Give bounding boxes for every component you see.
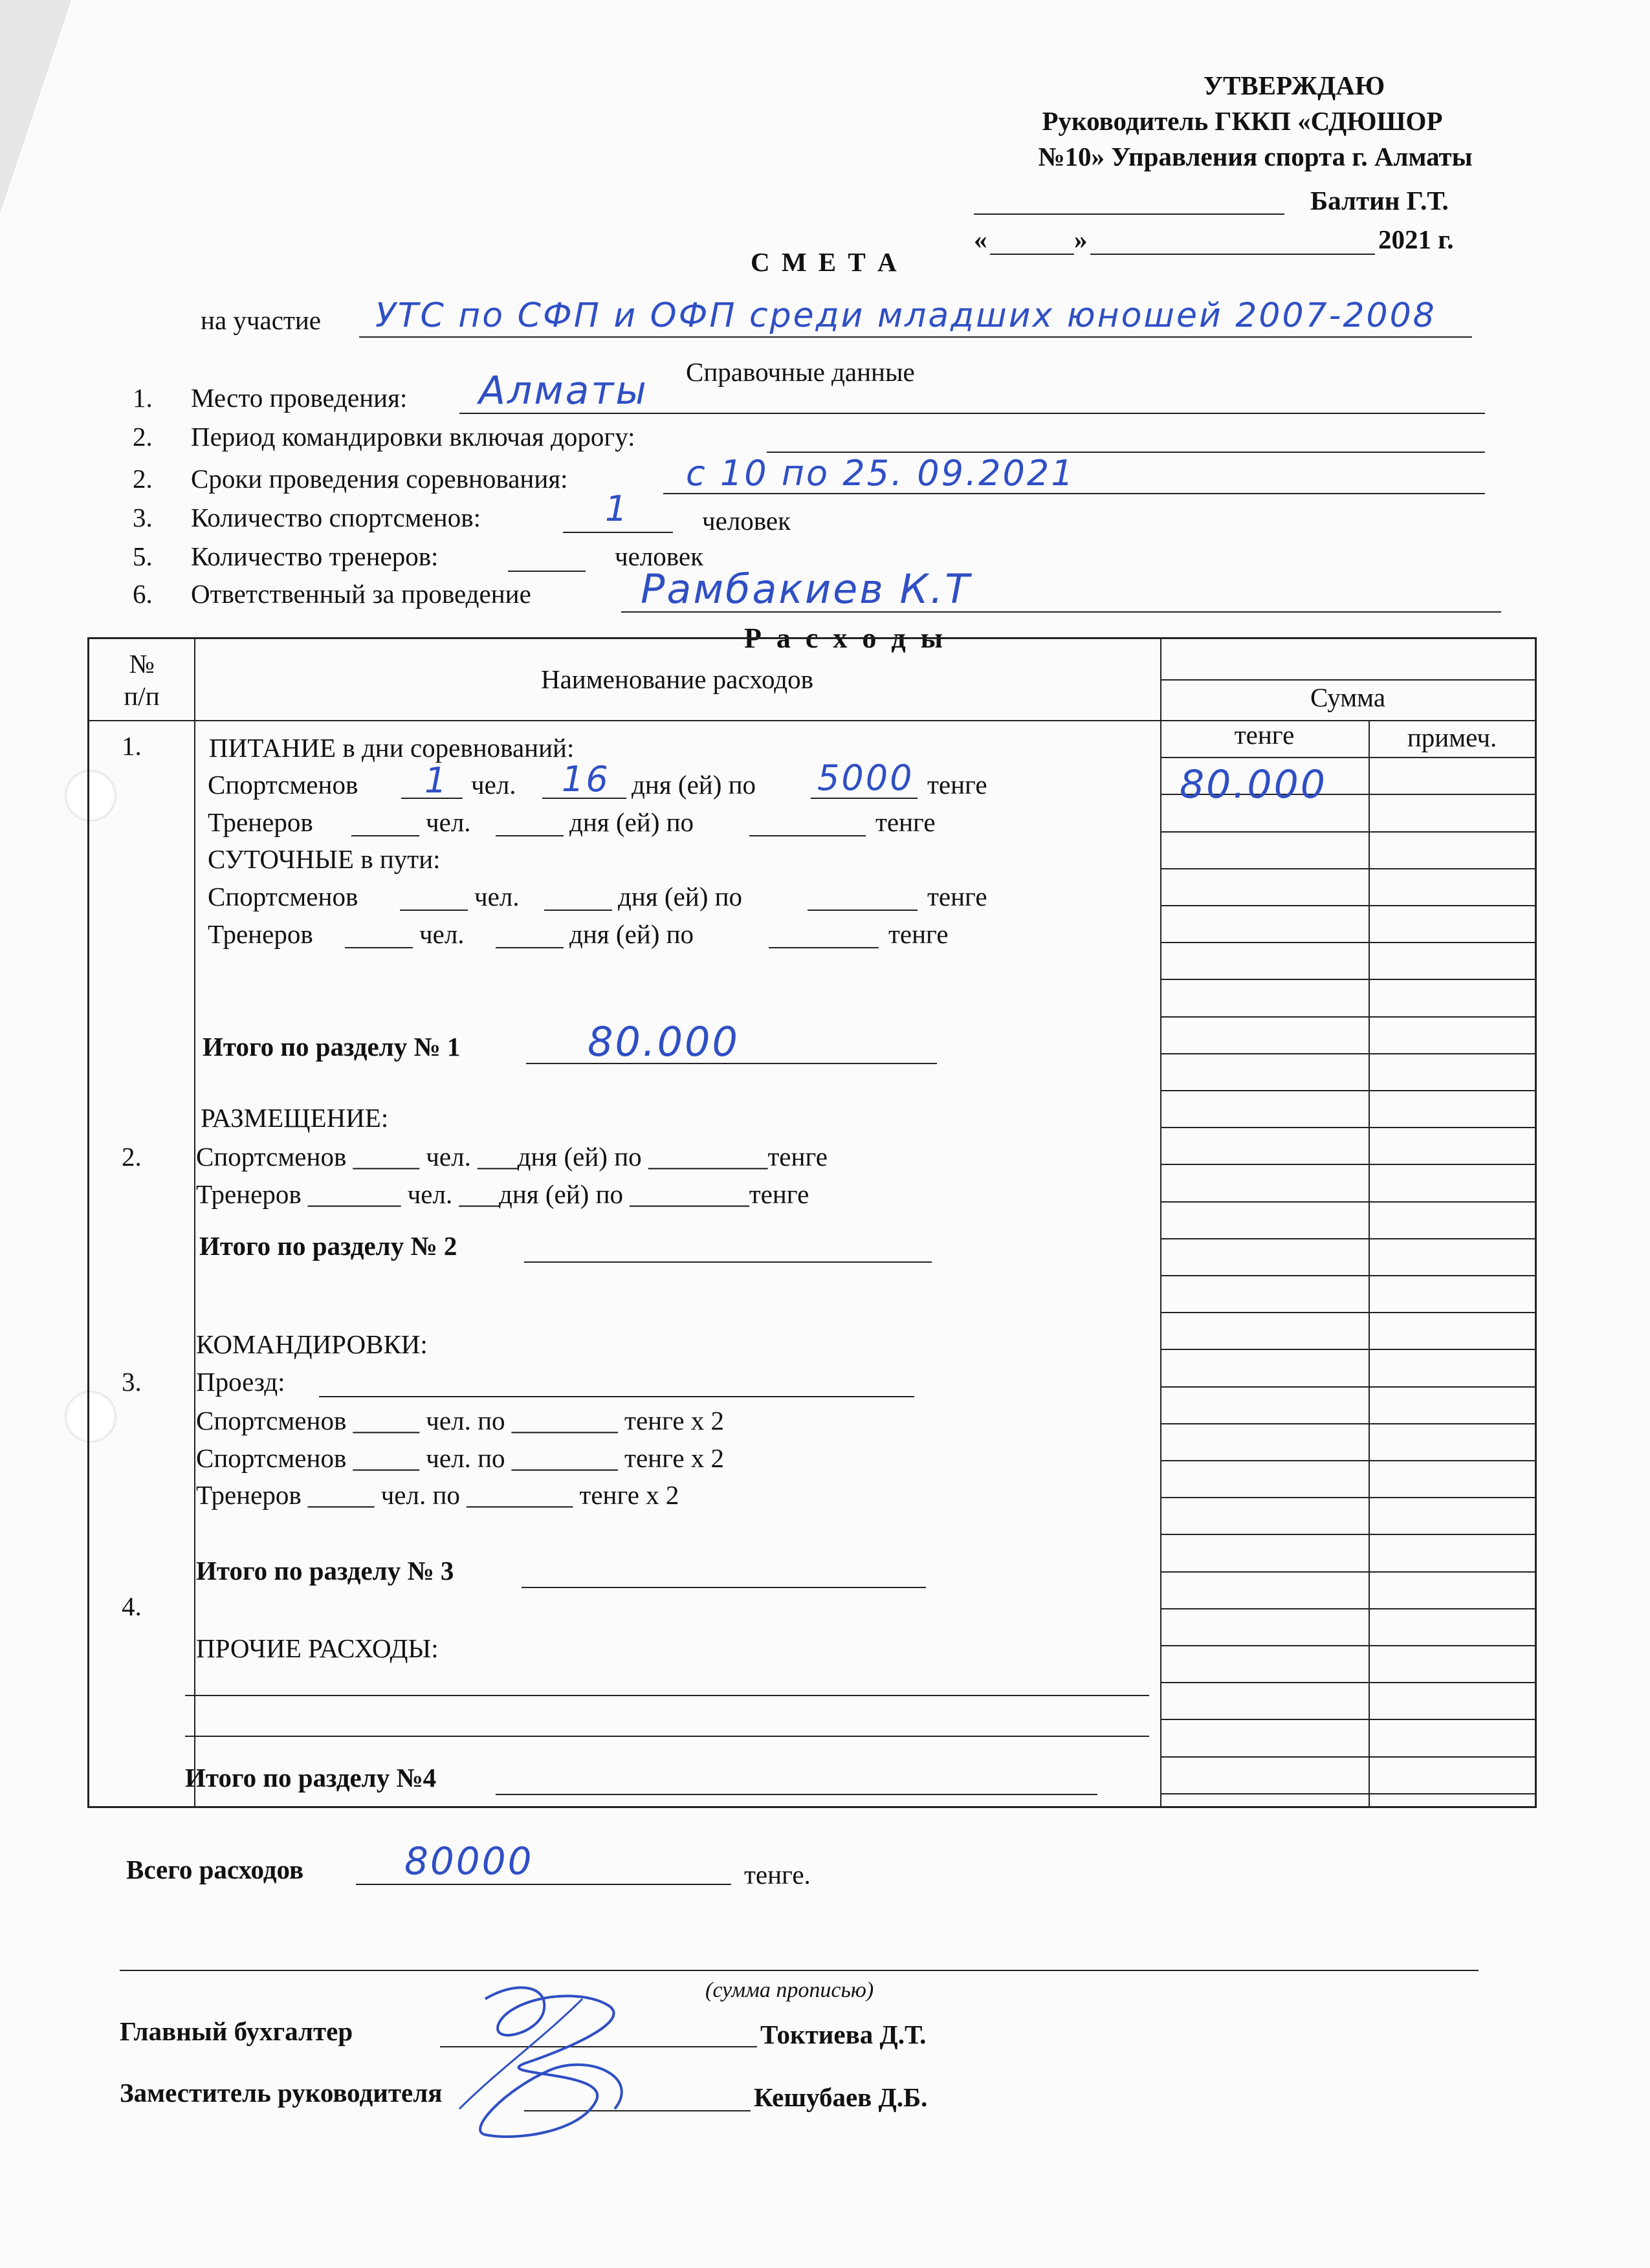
section-2-num: 2. <box>122 1142 142 1172</box>
s4-title: ПРОЧИЕ РАСХОДЫ: <box>196 1633 439 1663</box>
sum-grid-line <box>1160 1682 1535 1683</box>
sum-grid-line <box>1160 1164 1535 1165</box>
ref-label-dates: Сроки проведения соревнования: <box>191 464 568 494</box>
sum-grid-line <box>1160 831 1535 833</box>
header-sum-divider <box>1160 679 1535 681</box>
s1-travel-coaches-rate-line <box>769 947 879 948</box>
col-divider-num <box>194 639 195 1807</box>
col-header-name: Наименование расходов <box>540 664 813 694</box>
col-divider-name <box>1160 639 1161 1807</box>
s1-travel-coaches-count-line <box>345 947 413 948</box>
s1-athletes-label: Спортсменов <box>208 770 358 800</box>
sum-grid-line <box>1160 942 1535 943</box>
expenses-heading: Р а с х о д ы <box>744 622 947 654</box>
section-1-num: 1. <box>122 731 142 761</box>
approval-line-1: УТВЕРЖДАЮ <box>1203 71 1385 100</box>
ref-num-2: 2. <box>133 422 153 452</box>
ref-line-coaches <box>508 571 586 572</box>
s2-athletes-line: Спортсменов _____ чел. ___дня (ей) по _________тенге <box>196 1142 828 1172</box>
sum-grid-line <box>1160 1201 1535 1203</box>
total-in-words-caption: (сумма прописью) <box>705 1978 874 2002</box>
s1-athletes-count: 1 <box>424 760 449 801</box>
sum-grid-line <box>1160 1756 1535 1758</box>
approval-date-open-quote: « <box>974 224 987 254</box>
accountant-name: Токтиева Д.Т. <box>760 2020 927 2049</box>
sum-grid-line <box>1160 905 1535 906</box>
sum-grid-line <box>1160 1312 1535 1313</box>
sum-grid-line <box>1160 1090 1535 1091</box>
sum-grid-line <box>1160 757 1535 758</box>
s1-chel: чел. <box>471 770 516 800</box>
ref-label-responsible: Ответственный за проведение <box>191 579 531 609</box>
s1-travel-coaches-label: Тренеров <box>208 919 313 949</box>
ref-num-3: 2. <box>133 464 153 494</box>
s2-total-label: Итого по разделу № 2 <box>199 1231 457 1261</box>
sum-grid-line <box>1160 1571 1535 1573</box>
approval-month-line <box>1090 254 1375 255</box>
ref-num-4: 3. <box>133 503 153 532</box>
ref-suffix-coaches: человек <box>615 541 704 571</box>
total-in-words-line <box>120 1970 1479 1971</box>
s1-travel-athletes-count-line <box>400 910 468 911</box>
participation-line <box>359 336 1472 338</box>
s2-coaches-line: Тренеров _______ чел. ___дня (ей) по _________тенге <box>196 1179 809 1209</box>
s1-travel-athletes-rate-line <box>808 910 918 911</box>
sum-grid-line <box>1160 1460 1535 1461</box>
sum-grid-line <box>1160 1534 1535 1535</box>
s1-coaches-rate-line <box>749 835 866 836</box>
col-header-sum: Сумма <box>1310 682 1386 712</box>
sum-grid-line <box>1160 1719 1535 1720</box>
col-header-tenge: тенге <box>1234 720 1295 750</box>
accountant-label: Главный бухгалтер <box>120 2016 353 2046</box>
sum-grid-line <box>1160 868 1535 869</box>
sum-grid-line <box>1160 979 1535 980</box>
s1-title: ПИТАНИЕ в дни соревнований: <box>209 733 575 763</box>
s1-travel-title: СУТОЧНЫЕ в пути: <box>208 844 441 874</box>
ref-value-responsible: Рамбакиев К.Т <box>641 565 972 613</box>
ref-num-1: 1. <box>133 383 153 413</box>
sum-grid-line <box>1160 1127 1535 1128</box>
s1-coaches-label: Тренеров <box>208 807 313 837</box>
approval-year: 2021 г. <box>1378 224 1454 254</box>
sum-grid-line <box>1160 1645 1535 1646</box>
sum-grid-line <box>1160 1497 1535 1498</box>
s1-coaches-days: дня (ей) по <box>569 807 694 837</box>
s2-title: РАЗМЕЩЕНИЕ: <box>201 1103 389 1133</box>
s1-travel-athletes-days-line <box>544 910 612 911</box>
approval-line-2: Руководитель ГККП «СДЮШОР <box>1042 106 1443 136</box>
s1-travel-coaches-chel: чел. <box>419 919 465 949</box>
s3-title: КОМАНДИРОВКИ: <box>196 1329 428 1359</box>
page-corner-fold <box>0 0 71 213</box>
section-4-num: 4. <box>122 1591 142 1621</box>
s3-total-line <box>522 1587 926 1588</box>
s3-total-label: Итого по разделу № 3 <box>196 1556 454 1586</box>
s4-line-1 <box>185 1695 1149 1696</box>
approval-date-close-quote: » <box>1074 224 1088 254</box>
ref-value-dates: с 10 по 25. 09.2021 <box>686 453 1075 494</box>
sum-grid-line <box>1160 1349 1535 1350</box>
s4-total-line <box>496 1794 1097 1795</box>
total-suffix: тенге. <box>744 1860 811 1890</box>
s4-line-2 <box>185 1736 1149 1737</box>
expenses-table <box>87 637 1537 1808</box>
ref-suffix-athletes: человек <box>702 506 791 536</box>
sum-grid-line <box>1160 1608 1535 1609</box>
s1-travel-athletes-chel: чел. <box>474 882 520 911</box>
s3-travel-label: Проезд: <box>196 1367 285 1397</box>
s1-coaches-chel: чел. <box>426 807 471 837</box>
s1-coaches-days-line <box>496 835 564 836</box>
s1-travel-coaches-days: дня (ей) по <box>569 919 694 949</box>
s1-travel-athletes-days: дня (ей) по <box>618 882 743 911</box>
deputy-label: Заместитель руководителя <box>120 2078 443 2108</box>
ref-value-venue: Алматы <box>479 368 648 413</box>
col-header-num-1: № <box>129 649 155 679</box>
total-value: 80000 <box>404 1839 534 1883</box>
s1-sum-value: 80.000 <box>1180 762 1327 807</box>
participation-value: УТС по СФП и ОФП среди младших юношей 2007-2008 <box>375 296 1436 335</box>
col-header-note: примеч. <box>1407 723 1497 752</box>
s2-total-line <box>524 1261 932 1263</box>
ref-num-5: 5. <box>133 541 153 571</box>
ref-value-athletes: 1 <box>605 488 630 529</box>
s1-coaches-tenge: тенге <box>875 807 936 837</box>
ref-num-6: 6. <box>133 579 153 609</box>
signature-scribble <box>446 1973 679 2154</box>
section-3-num: 3. <box>122 1367 142 1397</box>
sum-grid-line <box>1160 1423 1535 1424</box>
s3-travel-line <box>319 1396 914 1397</box>
s3-line-2: Спортсменов _____ чел. по ________ тенге х 2 <box>196 1443 725 1473</box>
s1-total-label: Итого по разделу № 1 <box>203 1032 461 1062</box>
col-divider-sum <box>1369 720 1370 1807</box>
header-bottom <box>89 720 1535 721</box>
participation-label: на участие <box>201 305 321 335</box>
s3-line-3: Тренеров _____ чел. по ________ тенге х 2 <box>196 1480 679 1510</box>
ref-label-athletes: Количество спортсменов: <box>191 503 481 532</box>
s1-athletes-rate: 5000 <box>817 758 914 798</box>
s1-athletes-days: 16 <box>562 759 610 800</box>
total-label: Всего расходов <box>126 1855 304 1884</box>
approval-signature-line <box>974 213 1284 215</box>
s1-tenge: тенге <box>927 770 987 800</box>
s1-travel-coaches-tenge: тенге <box>888 919 949 949</box>
document-title: С М Е Т А <box>751 247 899 277</box>
s1-travel-coaches-days-line <box>496 947 564 948</box>
s4-total-label: Итого по разделу №4 <box>185 1763 437 1793</box>
ref-label-coaches: Количество тренеров: <box>191 541 439 571</box>
sum-grid-line <box>1160 1386 1535 1388</box>
ref-line-athletes <box>563 532 673 533</box>
total-line <box>356 1884 731 1885</box>
ref-label-period: Период командировки включая дорогу: <box>191 422 635 452</box>
s1-coaches-count-line <box>351 835 419 836</box>
sum-grid-line <box>1160 1793 1535 1794</box>
sum-grid-line <box>1160 1275 1535 1276</box>
sum-grid-line <box>1160 1053 1535 1054</box>
approval-signer: Балтин Г.Т. <box>1310 186 1449 215</box>
s1-travel-athletes-tenge: тенге <box>927 882 987 911</box>
s1-total-value: 80.000 <box>588 1018 740 1065</box>
s1-days: дня (ей) по <box>632 770 756 800</box>
sum-grid-line <box>1160 1016 1535 1018</box>
ref-label-venue: Место проведения: <box>191 383 408 413</box>
s3-line-1: Спортсменов _____ чел. по ________ тенге х 2 <box>196 1406 725 1435</box>
approval-line-3: №10» Управления спорта г. Алматы <box>1038 142 1473 171</box>
reference-heading: Справочные данные <box>686 357 915 387</box>
deputy-name: Кешубаев Д.Б. <box>754 2082 928 2112</box>
approval-day-line <box>990 254 1074 255</box>
s1-travel-athletes-label: Спортсменов <box>208 882 358 911</box>
col-header-num-2: п/п <box>124 681 160 711</box>
sum-grid-line <box>1160 1238 1535 1239</box>
